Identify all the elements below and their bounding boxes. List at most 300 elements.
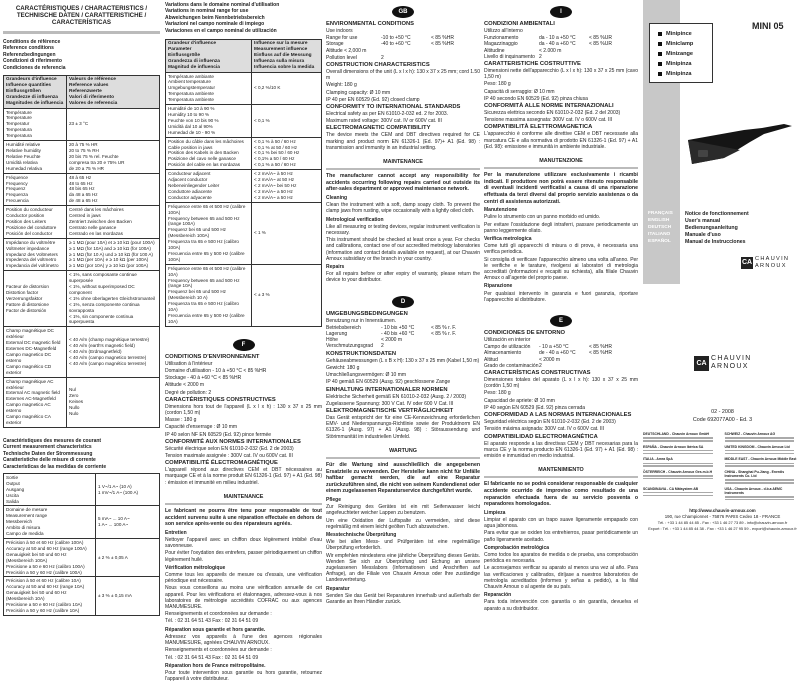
cell-line: Campo de medida <box>6 531 93 537</box>
heading-line: Condizioni di riferimento <box>3 58 160 64</box>
section-italian <box>484 21 638 303</box>
table-row <box>4 108 160 141</box>
cell-line: 20 bis 75 % rel. Feuchte <box>69 154 157 160</box>
body-text: Altitude < 2000 m <box>165 382 322 388</box>
cell-line: Centred in jaws <box>69 213 157 219</box>
subsidiary-addresses <box>643 432 802 500</box>
section-heading: KONSTRUKTIONSDATEN <box>326 351 480 358</box>
heading-line: Caractéristiques des mesures de courant <box>3 438 160 444</box>
cell-line: Champ magnétique DC extérieur <box>6 328 64 340</box>
cell-line: Frequenz bei 65 und 500 Hz (Messbereich 10 A) <box>168 289 249 301</box>
parameter-cell <box>4 271 67 327</box>
spec-row <box>484 363 638 369</box>
cell-line: Parameter <box>168 47 249 53</box>
product-name <box>658 49 712 59</box>
address-line <box>725 440 795 442</box>
cell-line: < 0,2 %/10 K <box>254 85 319 91</box>
cell-line: Uscita <box>6 493 93 499</box>
spec-cell: Verschmutzungsgrad <box>326 343 381 349</box>
cell-line: Precisione a 50 e 60 Hz (calibro 10A) <box>6 602 93 608</box>
subheading: Entretien <box>165 530 322 536</box>
body-text: Peso: 180 g <box>484 81 638 87</box>
address-line <box>643 492 713 494</box>
cell-line: Adjacent conductor <box>168 177 249 183</box>
cell-line: Temperatura <box>6 127 64 133</box>
subsidiary-name: ÖSTERREICH - Chauvin Arnoux Ges.m.b.H <box>643 470 721 474</box>
parameter-cell <box>4 473 96 506</box>
cell-line: Impedancia del voltímetro <box>6 263 64 269</box>
subsidiary-entry <box>725 445 802 455</box>
column-italian-spanish <box>484 6 638 613</box>
body-text: Le aconsejamos verificar su aparato al menos una vez al año. Para las verificaciones y calibrados, diríjase a nuestros laboratorios de metrología acreditados (informes y señas a pedido), a la filial Chauvin Arnoux o al agente de su país. <box>484 565 638 590</box>
parameter-cell <box>166 202 252 264</box>
subsidiary-name: ITALIA - Amra SpA <box>643 457 721 461</box>
maintenance-heading: MAINTENANCE <box>326 159 480 170</box>
cell-line: Fréquence entre 65 et 500 Hz (calibre 10A) <box>168 266 249 278</box>
body-text: Si consiglia di verificare l'apparecchio almeno una volta all'anno. Per le verifiche e le tarature, rivolgersi ai laboratori di metrologia accreditati (informazioni e recapiti su richiesta), alla filiale Chauvin Arnoux o all'agente del proprio paese. <box>484 257 638 282</box>
subheading: Vérification métrologique <box>165 565 322 571</box>
cell-line: Genauigkeit bei 50 und 60 Hz (Messbereich 100A) <box>6 552 93 564</box>
bullet-square-icon <box>658 72 662 76</box>
parameter-cell <box>166 40 252 73</box>
spec-row <box>484 54 638 60</box>
cell-line: Conducteur adjacent <box>168 171 249 177</box>
product-name <box>658 39 712 49</box>
table-row <box>166 264 322 326</box>
subsidiary-name: DEUTSCHLAND - Chauvin Arnoux GmbH <box>643 432 721 436</box>
cell-line: Reference values <box>69 83 157 89</box>
body-text: This instrument should be checked at least once a year. For checks and calibrations, contact one of our accredited metrology laboratories (information and contact details available on request), at our Chauvin Arnoux subsidiary or the branch in your country. <box>326 237 480 262</box>
cell-line: Measurement influence <box>254 47 319 53</box>
cell-line: Keines <box>69 399 157 405</box>
body-text: Overall dimensions of the unit (L x l x h): 130 x 37 x 25 mm; cord 1.50 m <box>326 69 480 81</box>
spec-cell: Höhe <box>326 337 381 343</box>
body-text: Degré de pollution: 2 <box>165 390 322 396</box>
heading-line: Variations in nominal range for use <box>165 8 322 14</box>
cell-line: Humidité de 10 à 90 % <box>168 106 249 112</box>
table-row <box>4 327 160 377</box>
cell-line: de 20 a 75 % HR <box>69 166 157 172</box>
subsidiary-entry <box>725 470 802 484</box>
body-text: Per qualsiasi intervento in garanzia e fuori garanzia, riportare l'apparecchio al distributore. <box>484 291 638 303</box>
cell-line: Factor de distorsión <box>6 308 64 314</box>
body-text: Seguridad eléctrica según EN 61010-2-032 (Ed. 2 de 2003) <box>484 419 638 425</box>
subsidiary-entry <box>643 487 721 501</box>
cell-line: Campo magnetico DC esterno <box>6 352 64 364</box>
heading-line: Características de las medidas de corriente <box>3 464 160 470</box>
cell-line: Grandeurs d'influence <box>6 77 64 83</box>
body-text: Comme tous les appareils de mesure ou d'essais, une vérification périodique est nécessaire. <box>165 572 322 584</box>
cell-line: Domaine de mesure <box>6 507 93 513</box>
logo-mark-icon: CA <box>694 356 709 371</box>
cell-line: Externes DC-Magnetfeld <box>6 346 64 352</box>
body-text: Zur Reinigung des Gerätes ist ein mit Seifenwasser leicht angefeuchteter weicher Lappen zu benutzen. <box>326 504 480 516</box>
logo-mark-icon: CA <box>741 257 753 269</box>
section-heading: COMPATIBILITÀ ELETTROMAGNETICA <box>484 124 638 131</box>
spec-cell <box>431 343 480 349</box>
language-label: ESPAÑOL <box>648 238 673 245</box>
heading-line: Referenzbedingungen <box>3 52 160 58</box>
parameter-cell <box>4 206 67 239</box>
address-line <box>643 478 713 480</box>
spec-cell <box>589 54 638 60</box>
table-row <box>166 40 322 73</box>
subsidiary-name: ESPAÑA - Chauvin Arnoux Ibérica SA <box>643 445 721 449</box>
body-text: Das Gerät entspricht der für eine CE-Kennzeichnung erforderlichen EMV- und Niederspannungs-Richtlinie sowie der Produktnorm EN 61326-1 (Ausg. 97) + A1 (Ausg. 98) : Störaussendung und Störimmunität im industriellen Umfeld. <box>326 415 480 440</box>
address-line <box>725 479 795 481</box>
cell-line: 1 mV~/1 A~ (100 A) <box>98 490 157 496</box>
heading-line: Variaciones en el campo nominal de utilización <box>165 28 322 34</box>
section-heading: COMPATIBILIDAD ELECTROMAGNÉTICA <box>484 434 638 441</box>
disclaimer-text: El fabricante no se podrá considerar responsable de cualquier accidente ocurrido de improviso como resultado de una reparación efectuada fuera de su servicio posventa o reparadores homologados. <box>484 481 638 507</box>
table-row <box>4 206 160 239</box>
cell-line: da 48 a 65 Hz <box>69 192 157 198</box>
cell-line: Frequency <box>6 181 64 187</box>
product-name <box>658 29 712 39</box>
section-english <box>326 21 480 284</box>
address-line <box>725 463 795 465</box>
subsidiary-entry <box>643 470 721 484</box>
cell-line: Relative humidity <box>6 148 64 154</box>
language-label: FRANÇAIS <box>648 210 673 217</box>
spec-cell: < 85 %HR <box>431 41 480 47</box>
body-text: IP 40 selon NF EN 60529 (Ed. 92) pince fermée <box>165 432 322 438</box>
body-text: Para evitar que se oxiden los entrehierros, pasar periódicamente un paño ligeramente aceitado. <box>484 530 638 542</box>
cell-line: Impedenza del voltmetro <box>6 257 64 263</box>
section-heading: CONFORMITY TO INTERNATIONAL STANDARDS <box>326 104 480 111</box>
table-row <box>4 538 160 576</box>
maintenance-heading: MANUTENZIONE <box>484 158 638 169</box>
cell-line: de 48 a 65 Hz <box>69 198 157 204</box>
cell-line: Zentriert zwischen den Backen <box>69 219 157 225</box>
cell-line: Nullo <box>69 405 157 411</box>
subheading: Reparatur <box>326 586 480 592</box>
spec-cell: - 40 bis +60 °C <box>381 331 431 337</box>
cell-line: Einflussgrößen <box>6 89 64 95</box>
cell-line: Influence sur la mesure <box>254 41 319 47</box>
spec-cell: < 85 %HR <box>589 350 638 356</box>
cell-line: < 2 mA/A~ bei 50 Hz <box>254 183 319 189</box>
section-heading: CONDICIONES DE ENTORNO <box>484 330 638 337</box>
cell-line: Nul <box>69 387 157 393</box>
cell-line: Posizione del cavo nelle ganasce <box>168 156 249 162</box>
parameter-cell <box>4 141 67 174</box>
cell-line: Frecuencia entre 65 y 500 Hz (calibre 100A) <box>168 251 249 263</box>
address-line <box>725 482 795 484</box>
product-label: Miniclamp <box>666 41 693 47</box>
cell-line: Ambito di misura <box>6 525 93 531</box>
body-text: Altitude < 2,000 m <box>326 48 480 54</box>
product-label: Minipince <box>666 31 692 37</box>
subheading: Reparación <box>484 592 638 598</box>
maintenance-heading: MAINTENANCE <box>165 494 322 505</box>
cell-line: < 0,1 % a 50 / 60 Hz <box>254 162 319 168</box>
cell-line: Temperature <box>6 115 64 121</box>
cell-line: 48 bis 65 Hz <box>69 186 157 192</box>
subheading: Réparation sous garantie et hors garantie. <box>165 627 322 633</box>
spec-cell: < 85 %HR <box>431 35 480 41</box>
value-cell <box>252 137 322 170</box>
cell-line: Grandeur d'influence <box>168 41 249 47</box>
cell-line: Influence quantities <box>6 83 64 89</box>
cell-line: Posizione del conduttore <box>6 225 64 231</box>
logo-line: ARNOUX <box>711 363 752 371</box>
spec-cell: < 85 %UR <box>589 41 638 47</box>
body-text: Senden Sie das Gerät bei Reparaturen innerhalb und außerhalb der Garantie an Ihren Händler zurück. <box>326 593 480 605</box>
cell-line: Centré dans les mâchoires <box>69 207 157 213</box>
parameter-cell <box>4 506 96 539</box>
cell-line: Humedad relativa <box>6 166 64 172</box>
product-label: Minizange <box>666 51 693 57</box>
cell-line: 1 V~/1 A~ (10 A) <box>98 484 157 490</box>
cell-line: Position des Leiters <box>6 219 64 225</box>
variations-column <box>165 2 322 683</box>
body-text: Stockage - 40 à +60 °C < 85 %HR <box>165 375 322 381</box>
language-list <box>648 210 673 245</box>
spec-cell: 2 <box>539 54 589 60</box>
parameter-cell <box>166 105 252 138</box>
parameter-cell <box>166 170 252 203</box>
section-heading: CONFORMITÀ ALLE NORME INTERNAZIONALI <box>484 103 638 110</box>
body-text: Benutzung nur in Innenräumen. <box>326 318 480 324</box>
cell-line: Nebeneinliegender Leiter <box>168 183 249 189</box>
variations-heading <box>165 2 322 34</box>
value-cell <box>96 473 160 506</box>
cell-line: External AC magnetic field <box>6 390 64 396</box>
body-text: Capacità di serraggio: Ø 10 mm <box>484 89 638 95</box>
table-row <box>4 238 160 271</box>
cell-line: ± 2 % ± 0,05 A <box>98 555 157 561</box>
section-heading: CONDIZIONI AMBIENTALI <box>484 21 638 28</box>
cell-line: Fréquence <box>6 175 64 181</box>
cell-line: < 2 mA/A~ at 50 Hz <box>254 177 319 183</box>
characteristics-column <box>3 5 160 616</box>
spec-cell: < 2000 m <box>539 357 589 363</box>
body-text: IP 40 per EN 60529 (Ed. 92) closed clamp <box>326 97 480 103</box>
value-cell <box>67 271 160 327</box>
cell-line: < 1%, senza componente continua sovrapposta <box>69 302 157 314</box>
cell-line: Posición del cable en las mordazas <box>168 162 249 168</box>
cell-line: Magnitudes de influencia <box>6 101 64 107</box>
disclaimer-text: Le fabricant ne pourra être tenu pour responsable de tout accident survenu suite à une réparation effectuée en dehors de son service après-vente ou des réparateurs agréés. <box>165 508 322 528</box>
parameter-cell <box>4 377 67 427</box>
spec-cell: < 2.000 m <box>539 48 589 54</box>
cell-line: Ambient temperature <box>168 79 249 85</box>
spec-cell: -40 to +60 °C <box>381 41 431 47</box>
cell-line: < 2 mA/A~ a 50 Hz <box>254 189 319 195</box>
document-code: Code 692077A00 - Ed. 3 <box>643 416 802 424</box>
spec-cell: Magazzinaggio <box>484 41 539 47</box>
cell-line: Humidity 10 to 90 % <box>168 112 249 118</box>
spec-cell <box>589 363 638 369</box>
cell-line: < 40 A/m (earth's magnetic field) <box>69 343 157 349</box>
address-line <box>643 440 713 442</box>
value-cell <box>67 327 160 377</box>
cell-line: Frequency between 65 and 500 Hz (range 10A) <box>168 278 249 290</box>
section-heading: CARACTERÍSTICAS CONSTRUCTIVAS <box>484 370 638 377</box>
product-name <box>658 69 712 79</box>
cell-line: Humidité relative <box>6 142 64 148</box>
spec-cell: < 85 % r. F. <box>431 331 480 337</box>
cell-line: 48 à 65 Hz <box>69 175 157 181</box>
table-row <box>4 506 160 539</box>
logo-line: ARNOUX <box>755 263 789 270</box>
parameter-cell <box>166 72 252 105</box>
cell-line: Temperatura ambiente <box>168 91 249 97</box>
product-name <box>658 59 712 69</box>
parameter-cell <box>4 76 67 109</box>
spec-cell: Funzionamento <box>484 35 539 41</box>
body-text: For all repairs before or after expiry of warranty, please return the device to your distributor. <box>326 271 480 283</box>
cell-line: Relative Feuchte <box>6 154 64 160</box>
cell-line: < 0,1 % <box>254 118 319 124</box>
variations-table <box>165 39 322 327</box>
body-text: Pour éviter l'oxydation des entrefers, passer périodiquement un chiffon légèrement huilé. <box>165 550 322 562</box>
spec-cell: 2 <box>381 55 431 61</box>
title-line: CARACTÉRISTIQUES / CHARACTERISTICS / <box>3 5 160 12</box>
title-line: TECHNISCHE DATEN / CARATTERISTICHE / <box>3 12 160 19</box>
value-cell <box>67 377 160 427</box>
body-text: Per evitare l'ossidazione degli intraferri, passare periodicamente un panno leggermente oliato. <box>484 222 638 234</box>
address-line <box>725 437 795 439</box>
disclaimer-text: The manufacturer cannot accept any responsibility for accidents occurring following repairs carried out outside its after-sales department or approved maintenance network. <box>326 173 480 193</box>
spec-row <box>326 343 480 349</box>
cell-line: Umidità relativa <box>6 160 64 166</box>
cell-line: Centrado en las mordazas <box>69 231 157 237</box>
cell-line: 1 A~ ... 100 A~ <box>98 522 157 528</box>
subheading: Riparazione <box>484 283 638 289</box>
spec-cell: Altitudine <box>484 48 539 54</box>
bullet-square-icon <box>658 52 662 56</box>
spec-cell: Grado de contaminación <box>484 363 539 369</box>
body-text: Wir empfehlen mindestens eine jährliche Überprüfung dieses Geräts. Wenden Sie sich zur Überprüfung und Eichung an unsere zugelassenen Messlabors (Informationen und Anschriften auf Anfrage), an die Filiale von Chauvin Arnoux oder Ihre zuständige Landesvertretung. <box>326 553 480 584</box>
body-text: Dimensioni nette dell'apparecchio (L x l x h): 130 x 37 x 25 mm (cavo 1,50 m) <box>484 68 638 80</box>
cell-line: Distortion factor <box>6 290 64 296</box>
value-cell <box>67 238 160 271</box>
body-text: IP 40 secondo EN 60529 (Ed. 92) pinza chiusa <box>484 96 638 102</box>
parameter-cell <box>166 264 252 326</box>
cell-line: Frequenz <box>6 186 64 192</box>
spec-row <box>326 41 480 47</box>
spec-cell: 2 <box>381 343 431 349</box>
manual-title: Bedienungsanleitung <box>685 225 749 232</box>
spec-cell: Pollution level <box>326 55 381 61</box>
cell-line: Precisión a 50 y 60 Hz (calibre 10A) <box>6 608 93 614</box>
table-row <box>4 577 160 615</box>
cell-line: 48 to 65 Hz <box>69 181 157 187</box>
body-text: Clamping capacity: Ø 10 mm <box>326 90 480 96</box>
address-line <box>643 465 713 467</box>
cell-line: < 2 mA/A~ a 50 Hz <box>254 195 319 201</box>
address-line <box>643 437 713 439</box>
body-text: Maximum rated voltage: 300V cat. IV or 600V cat. III <box>326 118 480 124</box>
section-heading: CONFORMITÉ AUX NORMES INTERNATIONALES <box>165 439 322 446</box>
body-text: Renseignements et coordonnées sur demande : <box>165 647 322 653</box>
body-text: Tél. : 02 31 64 51 43 Fax : 02 31 64 51 09 <box>165 655 322 661</box>
bullet-square-icon <box>658 62 662 66</box>
cell-line: Campo magnético CA exterior <box>6 414 64 426</box>
body-text: Gehäuseabmessungen (L x B x H): 130 x 37 x 25 mm (Kabel 1,50 m) <box>326 358 480 364</box>
subheading: Repairs <box>326 264 480 270</box>
body-text: Como todos los aparatos de medida o de prueba, una comprobación periódica es necesaria. <box>484 552 638 564</box>
cell-line: < 40 A/m (campo magnético terrestre) <box>69 361 157 367</box>
section-german <box>326 311 480 605</box>
body-text: IP 40 gemäß EN 60529 (Ausg. 92) geschlossene Zange <box>326 379 480 385</box>
cell-line: Influencia sobre la medida <box>254 65 319 71</box>
website-link[interactable]: http://www.chauvin-arnoux.com <box>643 508 802 514</box>
spec-cell: < 85 % r. F. <box>431 325 480 331</box>
cell-line: 20 to 75 % RH <box>69 148 157 154</box>
subsidiary-entry <box>725 432 802 442</box>
body-text: Clean the instrument with a soft, damp soapy cloth. To prevent the clamp jaws from rusting, wipe occasionally with a lightly oiled cloth. <box>326 202 480 214</box>
subsidiary-entry <box>643 432 721 442</box>
value-cell <box>96 577 160 615</box>
cell-line: Frequenz bei 65 und 500 Hz (Messbereich 100A) <box>168 227 249 239</box>
cell-line: Externes AC-Magnetfeld <box>6 396 64 402</box>
table-row <box>4 473 160 506</box>
language-label: ITALIANO <box>648 231 673 238</box>
cell-line: Température ambiante <box>168 74 249 80</box>
language-label: ENGLISH <box>648 217 673 224</box>
chauvin-arnoux-logo-large <box>694 355 752 371</box>
body-text: Utilización en interior <box>484 337 638 343</box>
cell-line: Grandezza di influenza <box>168 59 249 65</box>
subsidiary-name: UNITED KINGDOM - Chauvin Arnoux Ltd <box>725 445 802 449</box>
cell-line: ≥ 1 MΩ (por 10A) y ≥ 10 kΩ (por 100A) <box>69 263 157 269</box>
table-row <box>4 271 160 327</box>
body-text: Capacidad de apriete: Ø 10 mm <box>484 398 638 404</box>
body-text: Dimensions hors tout de l'appareil (L x l x h) : 130 x 37 x 25 mm (cordon 1,50 m) <box>165 404 322 416</box>
cell-line: Nulo <box>69 411 157 417</box>
spec-cell: - 10 bis +50 °C <box>381 325 431 331</box>
section-heading: ELEKTROMAGNETISCHE VERTRÄGLICHKEIT <box>326 408 480 415</box>
product-label: Minipinza <box>666 71 691 77</box>
address-line <box>725 453 795 455</box>
badge-GB: GB <box>392 6 414 18</box>
disclaimer-text: Für die Wartung sind ausschließlich die angegebenen Ersatzteile zu verwenden. Der Hersteller kann nicht für Unfälle haftbar gemacht werden, die auf eine Reparatur zurückzuführen sind, die nicht von seinem Kundendienst oder einem zugelassenen Reparaturservice durchgeführt wurde. <box>326 462 480 495</box>
cell-line: Salida <box>6 499 93 505</box>
bullet-square-icon <box>658 32 662 36</box>
column-english-german <box>326 6 480 606</box>
manual-title: Manuale d'uso <box>685 232 749 239</box>
address-line <box>725 465 795 467</box>
badge-I: I <box>550 6 572 18</box>
spec-cell: Range for use <box>326 35 381 41</box>
cell-line: 5 mA~ ... 10 A~ <box>98 516 157 522</box>
body-text: Limpiar el aparato con un trapo suave ligeramente empapado con agua jabonosa. <box>484 517 638 529</box>
body-text: Masse : 180 g <box>165 417 322 423</box>
spec-cell: < 85 %HR <box>589 344 638 350</box>
cell-line: < 40 A/m (campo magnetico terrestre) <box>69 355 157 361</box>
cell-line: Influenza sulla misura <box>254 59 319 65</box>
table-row <box>166 105 322 138</box>
body-text: Tension maximale assignée : 300V cat. IV ou 600V cat. III <box>165 453 322 459</box>
body-text: L'apparecchio è conforme alle direttive CEM e DBT necessarie alla marcatura CE e alla normativa di prodotto EN 61326-1 (Ed. 97) + A1 (Ed. 98): emissione e immunità in ambiente industriale. <box>484 131 638 150</box>
body-text: Dimensiones totales del aparato (L x l x h): 130 x 37 x 25 mm (cordón 1,50 m) <box>484 377 638 389</box>
heading-line: Condiciones de referencia <box>3 65 160 71</box>
body-text: El aparato responde a las directivas CEM y DBT necesarias para la marca CE y la norma producto EN 61326-1 (Ed. 97) + A1 (Ed. 98) : emisión e inmunidad en medio industrial. <box>484 441 638 460</box>
body-text: Pour toute intervention sous garantie ou hors garantie, retournez l'appareil à votre distributeur. <box>165 670 322 682</box>
body-text: Tensione massima assegnata: 300V cat. IV o 600V cat. III <box>484 117 638 123</box>
cell-line: < 2 mA/A~ à 50 Hz <box>254 171 319 177</box>
body-text: Use indoors <box>326 28 480 34</box>
address-line <box>643 463 713 465</box>
parameter-cell <box>4 238 67 271</box>
cell-line: ± 3 % ± 0,15 mA <box>98 593 157 599</box>
cell-line: Température <box>6 110 64 116</box>
cell-line: Fattore di distorsione <box>6 302 64 308</box>
maintenance-heading: WARTUNG <box>326 448 480 459</box>
